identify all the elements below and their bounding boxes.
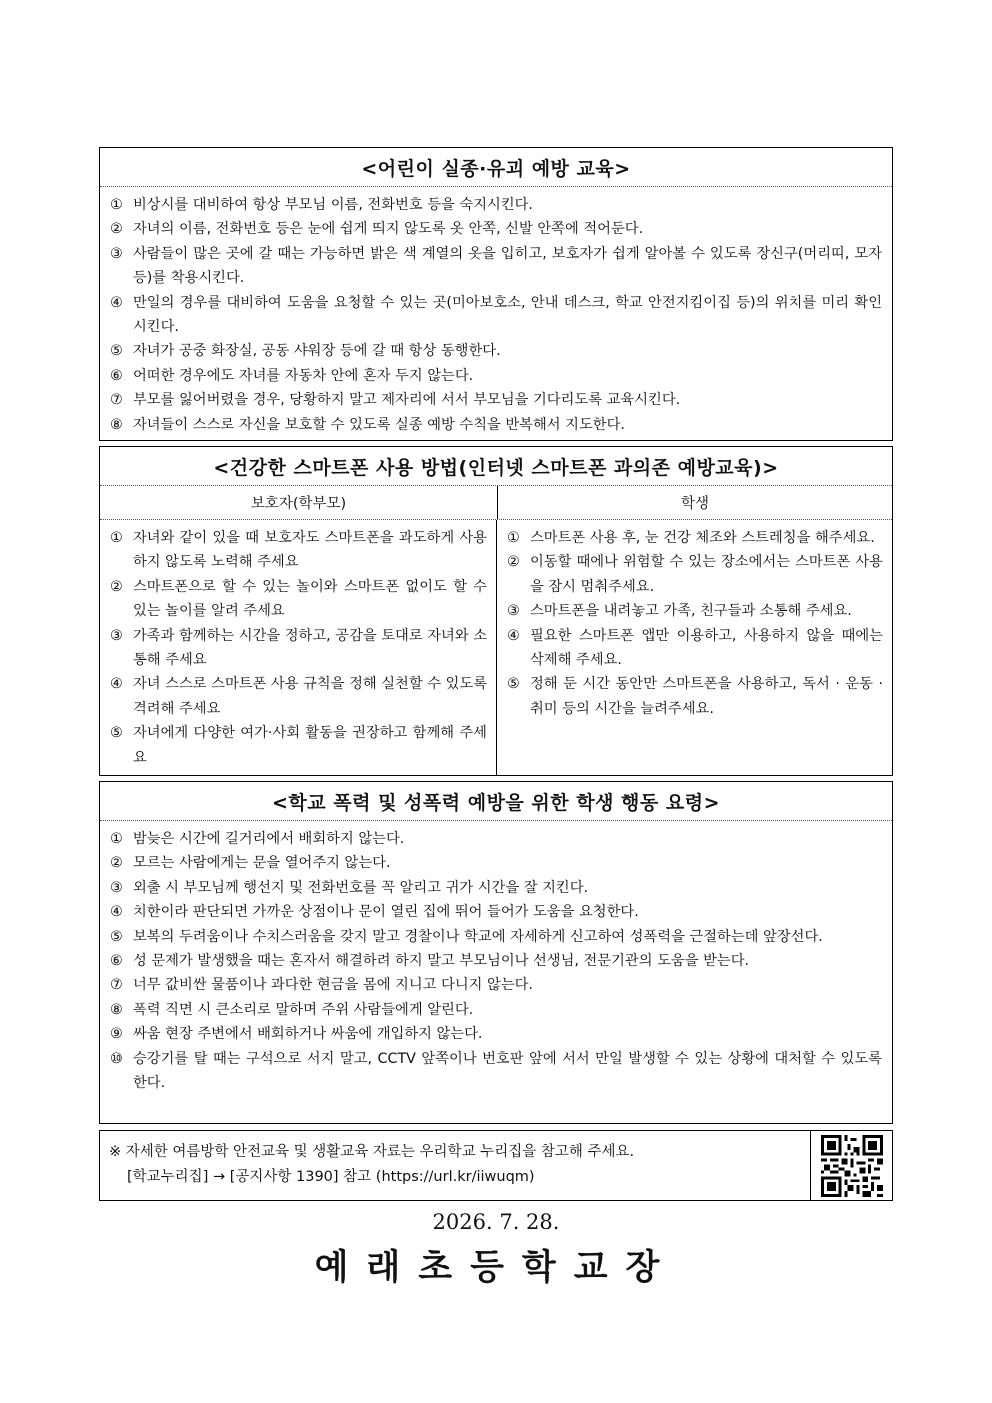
item-text: 승강기를 탈 때는 구석으로 서지 말고, CCTV 앞쪽이나 번호판 앞에 서서 만일 발생할 수 있는 상황에 대처할 수 있도록 한다. [133,1050,882,1092]
item-text: 비상시를 대비하여 항상 부모님 이름, 전화번호 등을 숙지시킨다. [133,197,533,213]
prevention-list [100,187,892,441]
missing-child-prevention-section [99,147,893,441]
list-item [110,242,882,291]
document-date: 2026. 7. 28. [432,1210,560,1234]
item-number: ② [110,221,123,238]
item-number: ③ [507,603,520,620]
item-text: 폭력 직면 시 큰소리로 말하며 주위 사람들에게 알린다. [133,1001,474,1018]
item-number: ② [110,578,123,595]
parent-guidelines-list [100,520,497,776]
list-item [507,526,883,550]
item-number: ⑦ [110,977,123,994]
item-number: ⑤ [110,343,123,360]
item-text: 자녀에게 다양한 여가·사회 활동을 권장하고 함께해 주세요 [133,725,487,766]
item-text: 스마트폰 사용 후, 눈 건강 체조와 스트레칭을 해주세요. [530,530,875,546]
notice-link-line[interactable]: [학교누리집] → [공지사항 1390] 참고 (https://url.kr/iiwuqm) [127,1169,535,1185]
list-item [110,949,882,973]
item-text: 성 문제가 발생했을 때는 혼자서 해결하려 하지 말고 부모님이나 선생님, 전문기관의 도움을 받는다. [133,953,750,970]
section-title: <학교 폭력 및 성폭력 예방을 위한 학생 행동 요령> [100,782,892,821]
item-number: ⑤ [110,725,123,742]
item-text: 너무 값비싼 물품이나 과다한 현금을 몸에 지니고 다니지 않는다. [133,977,533,994]
item-text: 싸움 현장 주변에서 배회하거나 싸움에 개입하지 않는다. [133,1026,483,1043]
item-text: 정해 둔 시간 동안만 스마트폰을 사용하고, 독서 · 운동 · 취미 등의 시간을 늘려주세요. [530,676,883,717]
list-item [507,599,883,623]
item-number: ① [507,530,520,546]
item-number: ④ [110,294,123,311]
item-number: ③ [110,245,123,262]
item-number: ② [507,554,520,571]
item-number: ① [110,530,123,546]
item-text: 자녀와 같이 있을 때 보호자도 스마트폰을 과도하게 사용하지 않도록 노력해 주세요 [133,530,487,571]
item-number: ⑤ [507,676,520,693]
item-number: ⑨ [110,1026,123,1043]
item-number: ① [110,197,123,213]
item-text: 외출 시 부모님께 행선지 및 전화번호를 꼭 알리고 귀가 시간을 잘 지킨다. [133,879,589,896]
reference-notice [99,1130,893,1201]
list-item [110,413,882,437]
behavior-guidelines-list [100,821,892,1099]
item-number: ① [110,831,123,847]
student-guidelines-list [497,520,892,776]
item-text: 자녀들이 스스로 자신을 보호할 수 있도록 실종 예방 수칙을 반복해서 지도한다. [133,416,625,433]
item-number: ③ [110,627,123,644]
violence-prevention-section [99,781,893,1124]
section-title: <건강한 스마트폰 사용 방법(인터넷 스마트폰 과의존 예방교육)> [100,447,892,486]
item-number: ⑩ [110,1050,123,1067]
item-number: ⑥ [110,953,123,970]
item-text: 부모를 잃어버렸을 경우, 당황하지 말고 제자리에 서서 부모님을 기다리도록 교육시킨다. [133,392,681,409]
item-number: ③ [110,879,123,896]
list-item [110,672,487,721]
item-number: ⑧ [110,1001,123,1018]
list-item [110,925,882,949]
list-item [110,900,882,924]
list-item [110,193,882,217]
notice-line: ※ 자세한 여름방학 안전교육 및 생활교육 자료는 우리학교 누리집을 참고해 주세요. [109,1144,635,1160]
list-item [110,851,882,875]
list-item [110,291,882,340]
list-item [110,1047,882,1096]
list-item [110,721,487,770]
student-column-header: 학생 [680,496,709,512]
list-item [110,827,882,851]
item-number: ⑤ [110,928,123,945]
item-number: ④ [110,676,123,693]
item-text: 보복의 두려움이나 수치스러움을 갖지 말고 경찰이나 학교에 자세하게 신고하여 성폭력을 근절하는데 앞장선다. [133,928,823,945]
list-item [110,876,882,900]
item-text: 자녀가 공중 화장실, 공동 샤워장 등에 갈 때 항상 동행한다. [133,343,501,360]
item-text: 어떠한 경우에도 자녀를 자동차 안에 혼자 두지 않는다. [133,367,474,384]
list-item [110,1022,882,1046]
list-item [110,624,487,673]
list-item [110,575,487,624]
item-number: ⑧ [110,416,123,433]
item-text: 이동할 때에나 위험할 수 있는 장소에서는 스마트폰 사용을 잠시 멈춰주세요. [530,554,883,595]
section-title: <어린이 실종·유괴 예방 교육> [100,148,892,187]
item-number: ⑦ [110,392,123,409]
list-item [507,624,883,673]
list-item [110,388,882,412]
item-text: 자녀의 이름, 전화번호 등은 눈에 쉽게 띄지 않도록 옷 안쪽, 신발 안쪽에 적어둔다. [133,221,644,238]
item-number: ⑥ [110,367,123,384]
list-item [110,973,882,997]
parent-column-header: 보호자(학부모) [100,486,498,519]
item-text: 가족과 함께하는 시간을 정하고, 공감을 토대로 자녀와 소통해 주세요 [133,627,488,669]
list-item [110,364,882,388]
item-number: ④ [507,627,520,644]
column-headers [100,486,892,520]
principal-signature: 예래초등학교장 [314,1247,678,1288]
item-text: 자녀 스스로 스마트폰 사용 규칙을 정해 실천할 수 있도록 격려해 주세요 [133,676,488,717]
item-text: 스마트폰을 내려놓고 가족, 친구들과 소통해 주세요. [530,603,852,620]
list-item [110,526,487,575]
qr-code-icon[interactable] [810,1131,892,1200]
item-text: 밤늦은 시간에 길거리에서 배회하지 않는다. [133,831,405,847]
smartphone-usage-section [99,446,893,776]
item-text: 모르는 사람에게는 문을 열어주지 않는다. [133,855,391,872]
list-item [110,339,882,363]
list-item [507,550,883,599]
item-number: ② [110,855,123,872]
item-number: ④ [110,904,123,921]
item-text: 만일의 경우를 대비하여 도움을 요청할 수 있는 곳(미아보호소, 안내 데스크, 학교 안전지킴이집 등)의 위치를 미리 확인시킨다. [133,294,882,336]
list-item [110,998,882,1022]
item-text: 스마트폰으로 할 수 있는 놀이와 스마트폰 없이도 할 수 있는 놀이를 알려 주세요 [133,578,487,620]
item-text: 필요한 스마트폰 앱만 이용하고, 사용하지 않을 때에는 삭제해 주세요. [530,627,883,669]
item-text: 사람들이 많은 곳에 갈 때는 가능하면 밝은 색 계열의 옷을 입히고, 보호자가 쉽게 알아볼 수 있도록 장신구(머리띠, 모자 등)를 착용시킨다. [133,245,882,287]
item-text: 치한이라 판단되면 가까운 상점이나 문이 열린 집에 뛰어 들어가 도움을 요청한다. [133,904,639,921]
list-item [507,672,883,721]
list-item [110,217,882,241]
